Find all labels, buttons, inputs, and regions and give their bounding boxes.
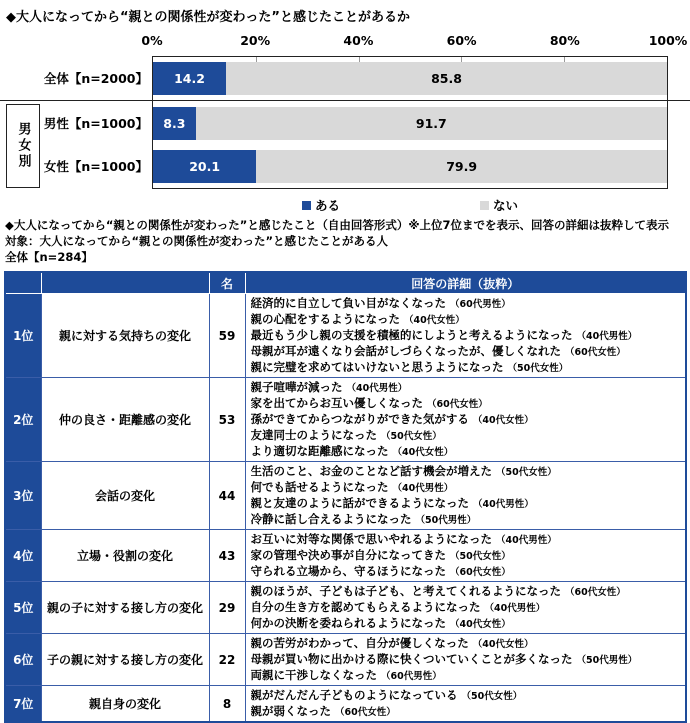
table-row — [5, 582, 686, 634]
legend-label: ない — [493, 198, 519, 213]
section2-title: ◆大人になってから“親との関係性が変わった”と感じたこと（自由回答形式）※上位7位までを表示、回答の詳細は抜粋して表示 — [5, 218, 670, 232]
rank-cell: 7位 — [5, 686, 41, 723]
bar-segment-ある: 14.2 — [153, 62, 226, 95]
detail-attribute: （60代女性） — [565, 586, 626, 598]
legend — [152, 196, 668, 214]
count-cell: 43 — [209, 530, 245, 582]
detail-attribute: （40代女性） — [392, 446, 454, 458]
detail-attribute: （50代女性） — [507, 362, 569, 374]
bar-row — [153, 150, 667, 183]
detail-line: 親に完璧を求めてはいけないと思うようになった （50代女性） — [250, 359, 569, 374]
count-cell: 22 — [209, 634, 245, 686]
free-answer-section-header — [5, 217, 669, 265]
count-cell: 44 — [209, 462, 245, 530]
table-header-row — [5, 272, 686, 294]
category-label: 全体【n=2000】 — [43, 71, 148, 86]
category-cell: 親に対する気持ちの変化 — [41, 294, 209, 378]
ranking-table — [4, 271, 687, 723]
detail-attribute: （50代男性） — [576, 654, 638, 666]
detail-attribute: （40代男性） — [392, 482, 454, 494]
details-cell — [245, 530, 686, 582]
detail-line: 親の心配をするようになった （40代女性） — [250, 311, 465, 326]
detail-line: 孫ができてからつながりができた気がする （40代女性） — [250, 411, 534, 426]
detail-attribute: （40代男性） — [346, 382, 408, 394]
details-cell — [245, 294, 686, 378]
rank-cell: 2位 — [5, 378, 41, 462]
detail-attribute: （40代男性） — [496, 534, 557, 546]
detail-line: 親と友達のように話ができるようになった （40代男性） — [250, 495, 534, 510]
legend-swatch-icon — [480, 201, 489, 210]
category-cell: 親の子に対する接し方の変化 — [41, 582, 209, 634]
detail-attribute: （50代女性） — [496, 466, 557, 478]
detail-line: 親子喧嘩が減った （40代男性） — [250, 379, 408, 394]
detail-line: 冷静に話し合えるようになった （50代男性） — [250, 511, 477, 526]
legend-item-ある — [302, 196, 340, 214]
detail-attribute: （60代男性） — [381, 670, 442, 682]
detail-attribute: （40代女性） — [450, 618, 511, 630]
header-count: 名 — [209, 272, 245, 294]
detail-attribute: （40代女性） — [472, 414, 534, 426]
chart-title: ◆大人になってから“親との関係性が変わった”と感じたことがあるか — [6, 10, 410, 25]
rank-cell: 6位 — [5, 634, 41, 686]
category-label: 男性【n=1000】 — [43, 116, 148, 131]
bar-segment-ない: 85.8 — [226, 62, 667, 95]
detail-attribute: （60代女性） — [427, 398, 488, 410]
category-cell: 子の親に対する接し方の変化 — [41, 634, 209, 686]
bar-segment-ある: 20.1 — [153, 150, 256, 183]
header-rank — [5, 272, 41, 294]
legend-item-ない — [480, 196, 518, 214]
x-tick-label: 100% — [648, 33, 688, 48]
detail-attribute: （60代女性） — [335, 706, 396, 718]
legend-label: ある — [314, 198, 340, 213]
count-cell: 29 — [209, 582, 245, 634]
detail-attribute: （50代女性） — [450, 550, 511, 562]
details-cell — [245, 634, 686, 686]
detail-line: 自分の生き方を認めてもらえるようになった （40代男性） — [250, 599, 546, 614]
table-row — [5, 686, 686, 723]
detail-attribute: （40代男性） — [576, 330, 638, 342]
detail-line: 友達同士のようになった （50代女性） — [250, 427, 442, 442]
count-cell: 59 — [209, 294, 245, 378]
detail-line: 何でも話せるようになった （40代男性） — [250, 479, 454, 494]
category-cell: 親自身の変化 — [41, 686, 209, 723]
detail-line: 親が弱くなった （60代女性） — [250, 703, 396, 718]
x-tick-label: 60% — [446, 33, 477, 48]
bar-row — [153, 62, 667, 95]
legend-swatch-icon — [302, 201, 311, 210]
table-row — [5, 530, 686, 582]
detail-line: より適切な距離感になった （40代女性） — [250, 443, 454, 458]
detail-attribute: （60代女性） — [450, 566, 511, 578]
detail-line: 親の苦労がわかって、自分が優しくなった （40代女性） — [250, 635, 534, 650]
count-cell: 8 — [209, 686, 245, 723]
detail-attribute: （60代男性） — [450, 298, 511, 310]
rank-cell: 5位 — [5, 582, 41, 634]
count-cell: 53 — [209, 378, 245, 462]
detail-line: 親がだんだん子どものようになっている （50代女性） — [250, 687, 523, 702]
bar-segment-ない: 79.9 — [256, 150, 667, 183]
x-tick-label: 40% — [343, 33, 374, 48]
detail-line: 何かの決断を委ねられるようになった （40代女性） — [250, 615, 511, 630]
plot-area — [152, 56, 668, 189]
table-row — [5, 294, 686, 378]
details-cell — [245, 582, 686, 634]
details-cell — [245, 686, 686, 723]
rank-cell: 1位 — [5, 294, 41, 378]
rank-cell: 3位 — [5, 462, 41, 530]
x-axis — [141, 33, 688, 49]
x-tick-label: 80% — [549, 33, 580, 48]
section2-base: 全体【n=284】 — [5, 250, 93, 264]
detail-attribute: （60代女性） — [565, 346, 626, 358]
section2-target: 対象：大人になってから“親との関係性が変わった”と感じたことがある人 — [5, 234, 388, 248]
details-cell — [245, 462, 686, 530]
category-cell: 立場・役割の変化 — [41, 530, 209, 582]
x-tick-label: 20% — [240, 33, 271, 48]
detail-line: 守られる立場から、守るほうになった （60代女性） — [250, 563, 511, 578]
bar-segment-ない: 91.7 — [196, 107, 667, 140]
group-separator-line — [0, 100, 690, 101]
header-details: 回答の詳細（抜粋） — [245, 272, 686, 294]
category-label: 女性【n=1000】 — [43, 159, 148, 174]
table-row — [5, 462, 686, 530]
detail-line: 母親が耳が遠くなり会話がしづらくなったが、優しくなれた （60代女性） — [250, 343, 626, 358]
detail-line: 母親が買い物に出かける際に快くついていくことが多くなった （50代男性） — [250, 651, 638, 666]
detail-attribute: （50代男性） — [415, 514, 477, 526]
category-cell: 仲の良さ・距離感の変化 — [41, 378, 209, 462]
detail-line: 最近もう少し親の支援を積極的にしようと考えるようになった （40代男性） — [250, 327, 638, 342]
x-tick-label: 0% — [141, 33, 163, 48]
detail-attribute: （40代男性） — [473, 498, 534, 510]
detail-line: 家の管理や決め事が自分になってきた （50代女性） — [250, 547, 511, 562]
detail-attribute: （50代女性） — [381, 430, 442, 442]
bar-segment-ある: 8.3 — [153, 107, 196, 140]
detail-line: 親のほうが、子どもは子ども、と考えてくれるようになった （60代女性） — [250, 583, 626, 598]
detail-line: 生活のこと、お金のことなど話す機会が増えた （50代女性） — [250, 463, 557, 478]
group-label-box: 男女別 — [6, 104, 40, 188]
detail-attribute: （50代女性） — [461, 690, 523, 702]
detail-attribute: （40代男性） — [484, 602, 546, 614]
detail-line: 両親に干渉しなくなった （60代男性） — [250, 667, 442, 682]
table-row — [5, 378, 686, 462]
detail-attribute: （40代女性） — [472, 638, 534, 650]
detail-line: お互いに対等な関係で思いやれるようになった （40代男性） — [250, 531, 557, 546]
rank-cell: 4位 — [5, 530, 41, 582]
ranking-table-body — [5, 294, 686, 723]
detail-attribute: （40代女性） — [404, 314, 465, 326]
bar-row — [153, 107, 667, 140]
detail-line: 経済的に自立して負い目がなくなった （60代男性） — [250, 295, 511, 310]
details-cell — [245, 378, 686, 462]
header-category — [41, 272, 209, 294]
table-row — [5, 634, 686, 686]
category-cell: 会話の変化 — [41, 462, 209, 530]
detail-line: 家を出てからお互い優しくなった （60代女性） — [250, 395, 488, 410]
